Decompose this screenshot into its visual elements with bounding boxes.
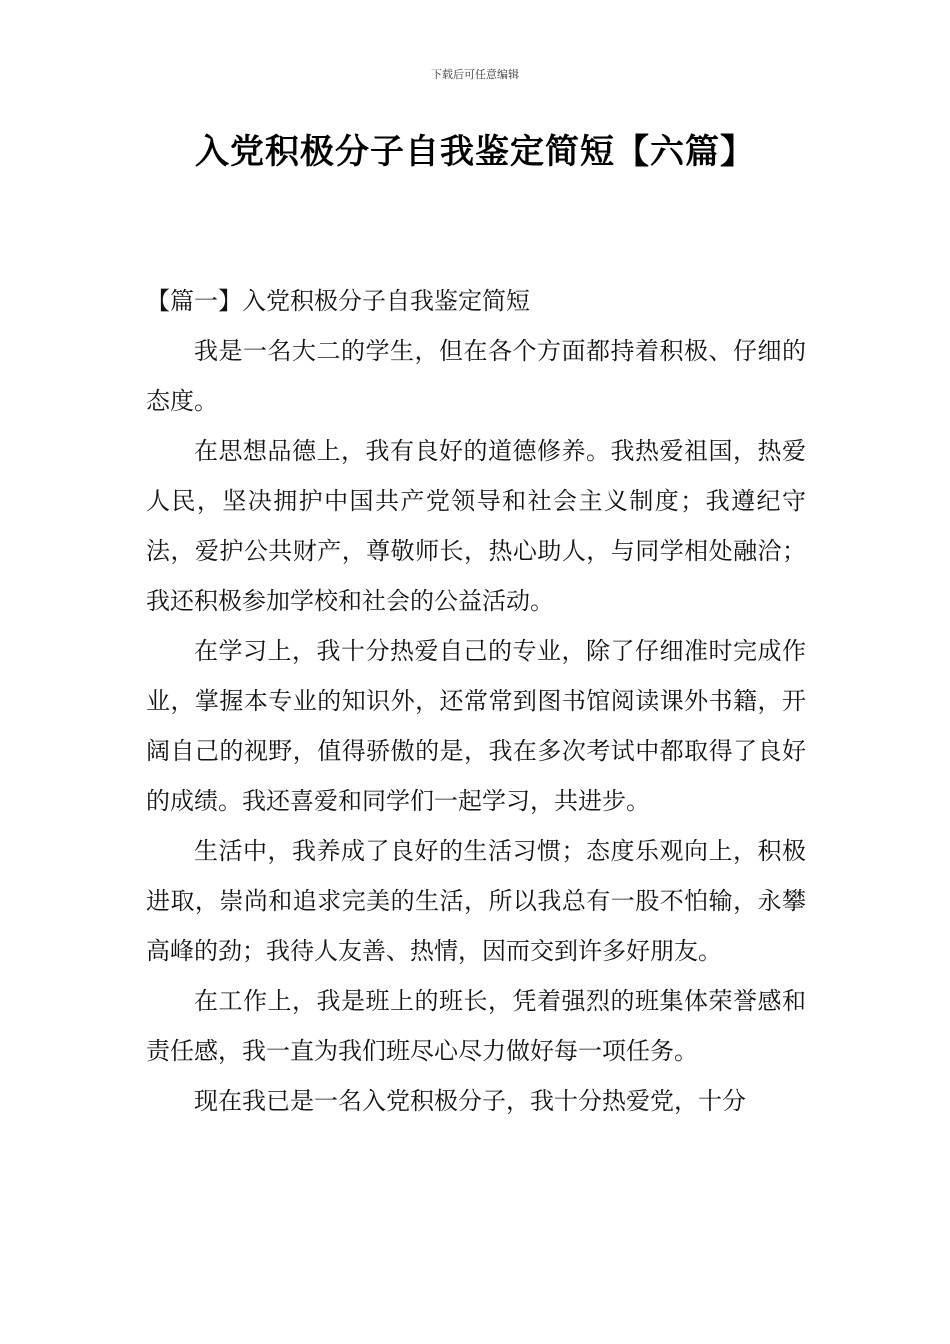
paragraph-intro: 我是一名大二的学生，但在各个方面都持着积极、仔细的态度。 <box>146 337 806 415</box>
paragraph-ideology: 在思想品德上，我有良好的道德修养。我热爱祖国，热爱人民，坚决拥护中国共产党领导和社会主义制度；我遵纪守法，爱护公共财产，尊敬师长，热心助人，与同学相处融洽；我还积极参加学校和社会的公益活动。 <box>146 437 806 615</box>
paragraph-party: 现在我已是一名入党积极分子，我十分热爱党，十分 <box>194 1087 746 1115</box>
paragraph-study: 在学习上，我十分热爱自己的专业，除了仔细准时完成作业，掌握本专业的知识外，还常常到图书馆阅读课外书籍，开阔自己的视野，值得骄傲的是，我在多次考试中都取得了良好的成绩。我还喜爱和同学们一起学习，共进步。 <box>146 637 806 815</box>
document-title: 入党积极分子自我鉴定简短【六篇】 <box>195 132 755 172</box>
document-body <box>146 276 806 1126</box>
header-note: 下载后可任意编辑 <box>431 68 519 81</box>
paragraph-work: 在工作上，我是班上的班长，凭着强烈的班集体荣誉感和责任感，我一直为我们班尽心尽力做好每一项任务。 <box>146 987 806 1065</box>
paragraph-life: 生活中，我养成了良好的生活习惯；态度乐观向上，积极进取，崇尚和追求完美的生活，所以我总有一股不怕输，永攀高峰的劲；我待人友善、热情，因而交到许多好朋友。 <box>146 837 806 965</box>
section-heading: 【篇一】入党积极分子自我鉴定简短 <box>146 287 530 315</box>
